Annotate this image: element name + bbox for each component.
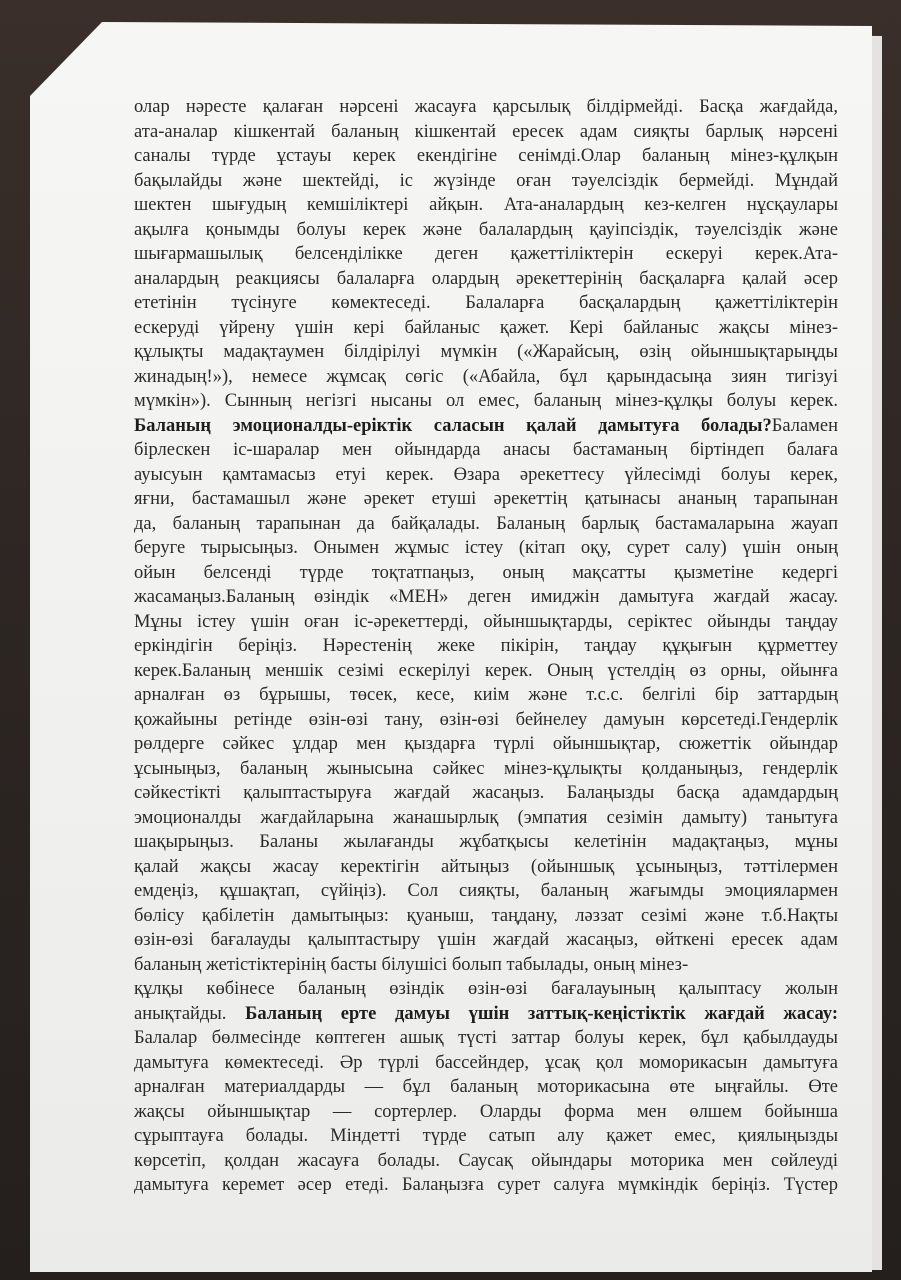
text-run: яғни, бастамашыл және әрекет етуші әрекеттің қатынасы ананың тарапынан bbox=[134, 489, 838, 509]
text-run: баланың жетістіктерінің басты білушісі болып табылады, оның мінез- bbox=[134, 954, 689, 975]
text-run: Баламен bbox=[771, 415, 838, 436]
text-run: ата-аналар кішкентай баланың кішкентай ересек адам сияқты барлық нәрсені bbox=[134, 121, 838, 142]
text-line bbox=[134, 144, 838, 169]
text-line bbox=[134, 120, 838, 145]
text-run: анықтайды. bbox=[134, 1003, 246, 1024]
text-run: жақсы ойыншықтар — сортерлер. Оларды форма мен өлшем бойынша bbox=[134, 1101, 838, 1122]
bold-heading: Баланың эмоционалды-еріктік саласын қалай дамытуға болады? bbox=[134, 415, 772, 436]
text-run: рөлдерге сәйкес ұлдар мен қыздарға түрлі ойыншықтар, сюжеттік ойындар bbox=[134, 734, 838, 754]
text-run: ақылға қонымды болуы керек және балалардың қауіпсіздік, тәуелсіздік және bbox=[134, 219, 838, 240]
text-line bbox=[134, 487, 838, 512]
text-line bbox=[134, 1051, 838, 1076]
text-line bbox=[134, 830, 838, 855]
text-line bbox=[134, 1026, 838, 1051]
text-run: көрсетіп, қолдан жасауға болады. Саусақ ойындары моторика мен сөйлеуді bbox=[134, 1150, 838, 1171]
text-line bbox=[134, 1124, 838, 1149]
text-line bbox=[134, 365, 838, 390]
text-run: дамытуға керемет әсер етеді. Балаңызға сурет салуға мүмкіндік беріңіз. Түстер bbox=[134, 1175, 838, 1195]
text-line bbox=[134, 267, 838, 292]
text-line bbox=[134, 193, 838, 218]
text-run: шектен шығудың кемшіліктері айқын. Ата-аналардың кез-келген нұсқаулары bbox=[134, 195, 838, 215]
text-run: жинадың!»), немесе жұмсақ сөгіс («Абайла, бұл қарындасыңа зиян тигізуі bbox=[134, 366, 838, 387]
text-line bbox=[134, 904, 838, 929]
text-line bbox=[134, 561, 838, 586]
text-run: мүмкін»). Сынның негізгі нысаны ол емес, баланың мінез-құлқы болуы керек. bbox=[134, 391, 838, 411]
text-line bbox=[134, 610, 838, 635]
text-run: еркіндігін беріңіз. Нәрестенің жеке пікірін, таңдау құқығын құрметтеу bbox=[134, 636, 838, 656]
text-run: емдеңіз, құшақтап, сүйіңіз). Сол сияқты, баланың жағымды эмоциялармен bbox=[134, 881, 838, 901]
text-line bbox=[134, 95, 838, 120]
text-run: өзін-өзі бағалауды қалыптастыру үшін жағдай жасаңыз, өйткені ересек адам bbox=[134, 930, 838, 950]
text-line bbox=[134, 512, 838, 537]
text-run: құлықты мадақтаумен білдірілуі мүмкін («Жарайсың, өзің ойыншықтарыңды bbox=[134, 342, 838, 362]
text-line bbox=[134, 291, 838, 316]
text-run: шығармашылық белсенділікке деген қажеттіліктерін ескеруі керек.Ата- bbox=[134, 244, 838, 264]
text-line bbox=[134, 316, 838, 341]
text-run: Балалар бөлмесінде көптеген ашық түсті заттар болуы керек, бұл қабылдауды bbox=[134, 1028, 838, 1048]
text-run: құлқы көбінесе баланың өзіндік өзін-өзі бағалауының қалыптасу жолын bbox=[134, 979, 838, 999]
text-line bbox=[134, 732, 838, 757]
text-run: ескеруді үйрену үшін кері байланыс қажет. Кері байланыс жақсы мінез- bbox=[134, 317, 838, 338]
text-line bbox=[134, 683, 838, 708]
text-run: сәйкестікті қалыптастыруға жағдай жасаңыз. Балаңызды басқа адамдардың bbox=[134, 783, 838, 803]
text-run: керек.Баланың меншік сезімі ескерілуі керек. Оның үстелдің өз орны, ойынға bbox=[134, 660, 838, 681]
text-line bbox=[134, 218, 838, 243]
text-run: аналардың реакциясы балаларға олардың әрекеттерінің басқаларға қалай әсер bbox=[134, 268, 838, 289]
text-run: эмоционалды жағдайларына жанашырлық (эмпатия сезімін дамыту) танытуға bbox=[134, 807, 838, 828]
text-line bbox=[134, 169, 838, 194]
text-line bbox=[134, 1002, 838, 1027]
text-run: Мұны істеу үшін оған іс-әрекеттерді, ойыншықтарды, серіктес ойынды таңдау bbox=[134, 611, 838, 632]
text-line bbox=[134, 340, 838, 365]
text-run: арналған материалдарды — бұл баланың моторикасына өте ыңғайлы. Өте bbox=[134, 1077, 838, 1097]
text-line bbox=[134, 438, 838, 463]
text-line bbox=[134, 634, 838, 659]
text-run: жасамаңыз.Баланың өзіндік «МЕН» деген имиджін дамытуға жағдай жасау. bbox=[134, 587, 838, 607]
text-run: ұсыныңыз, баланың жынысына сәйкес мінез-құлықты қолданыңыз, гендерлік bbox=[134, 758, 838, 779]
text-line bbox=[134, 708, 838, 733]
text-line bbox=[134, 977, 838, 1002]
document-body bbox=[134, 95, 838, 1198]
text-line bbox=[134, 879, 838, 904]
text-run: беруге тырысыңыз. Онымен жұмыс істеу (кітап оқу, сурет салу) үшін оның bbox=[134, 538, 838, 558]
text-line bbox=[134, 1075, 838, 1100]
text-run: ауысуын қамтамасыз етуі керек. Өзара әрекеттесу үйлесімді болуы керек, bbox=[134, 464, 838, 485]
text-line bbox=[134, 1149, 838, 1174]
text-line bbox=[134, 855, 838, 880]
text-run: ететінін түсінуге көмектеседі. Балаларға басқалардың қажеттіліктерін bbox=[134, 293, 838, 313]
text-run: бақылайды және шектейді, іс жүзінде оған тәуелсіздік бермейді. Мұндай bbox=[134, 170, 838, 191]
text-run: бірлескен іс-шаралар мен ойындарда анасы бастаманың біртіндеп балаға bbox=[134, 440, 838, 460]
bold-heading: Баланың ерте дамуы үшін заттық-кеңістіктік жағдай жасау: bbox=[245, 1003, 838, 1024]
text-run: ойын белсенді түрде тоқтатпаңыз, оның мақсатты қызметіне кедергі bbox=[134, 562, 838, 583]
text-line bbox=[134, 659, 838, 684]
text-line bbox=[134, 1173, 838, 1198]
text-run: қалай жақсы жасау керектігін айтыңыз (ойыншық ұсыныңыз, тәттілермен bbox=[134, 856, 838, 877]
text-run: қожайыны ретінде өзін-өзі тану, өзін-өзі бейнелеу дамуын көрсетеді.Гендерлік bbox=[134, 709, 838, 730]
text-run: арналған өз бұрышы, төсек, кесе, киім және т.с.с. белгілі бір заттардың bbox=[134, 685, 838, 705]
text-line bbox=[134, 757, 838, 782]
text-line bbox=[134, 242, 838, 267]
text-line bbox=[134, 463, 838, 488]
text-line bbox=[134, 389, 838, 414]
text-run: да, баланың тарапынан да байқалады. Баланың барлық бастамаларына жауап bbox=[134, 513, 838, 534]
text-run: олар нәресте қалаған нәрсені жасауға қарсылық білдірмейді. Басқа жағдайда, bbox=[134, 97, 838, 117]
text-run: бөлісу қабілетін дамытыңыз: қуаныш, таңдану, ләззат сезімі және т.б.Нақты bbox=[134, 905, 838, 926]
text-run: шақырыңыз. Баланы жылағанды жұбатқысы келетінін мадақтаңыз, мұны bbox=[134, 832, 838, 852]
text-line bbox=[134, 536, 838, 561]
text-line bbox=[134, 585, 838, 610]
text-line bbox=[134, 953, 838, 978]
text-run: саналы түрде ұстауы керек екендігіне сенімді.Олар баланың мінез-құлқын bbox=[134, 146, 838, 166]
text-line bbox=[134, 928, 838, 953]
text-line bbox=[134, 1100, 838, 1125]
text-line bbox=[134, 806, 838, 831]
text-run: сұрыптауға болады. Міндетті түрде сатып алу қажет емес, қиялыңызды bbox=[134, 1126, 838, 1146]
text-line bbox=[134, 414, 838, 439]
text-line bbox=[134, 781, 838, 806]
text-run: дамытуға көмектеседі. Әр түрлі бассейндер, ұсақ қол моморикасын дамытуға bbox=[134, 1052, 838, 1073]
